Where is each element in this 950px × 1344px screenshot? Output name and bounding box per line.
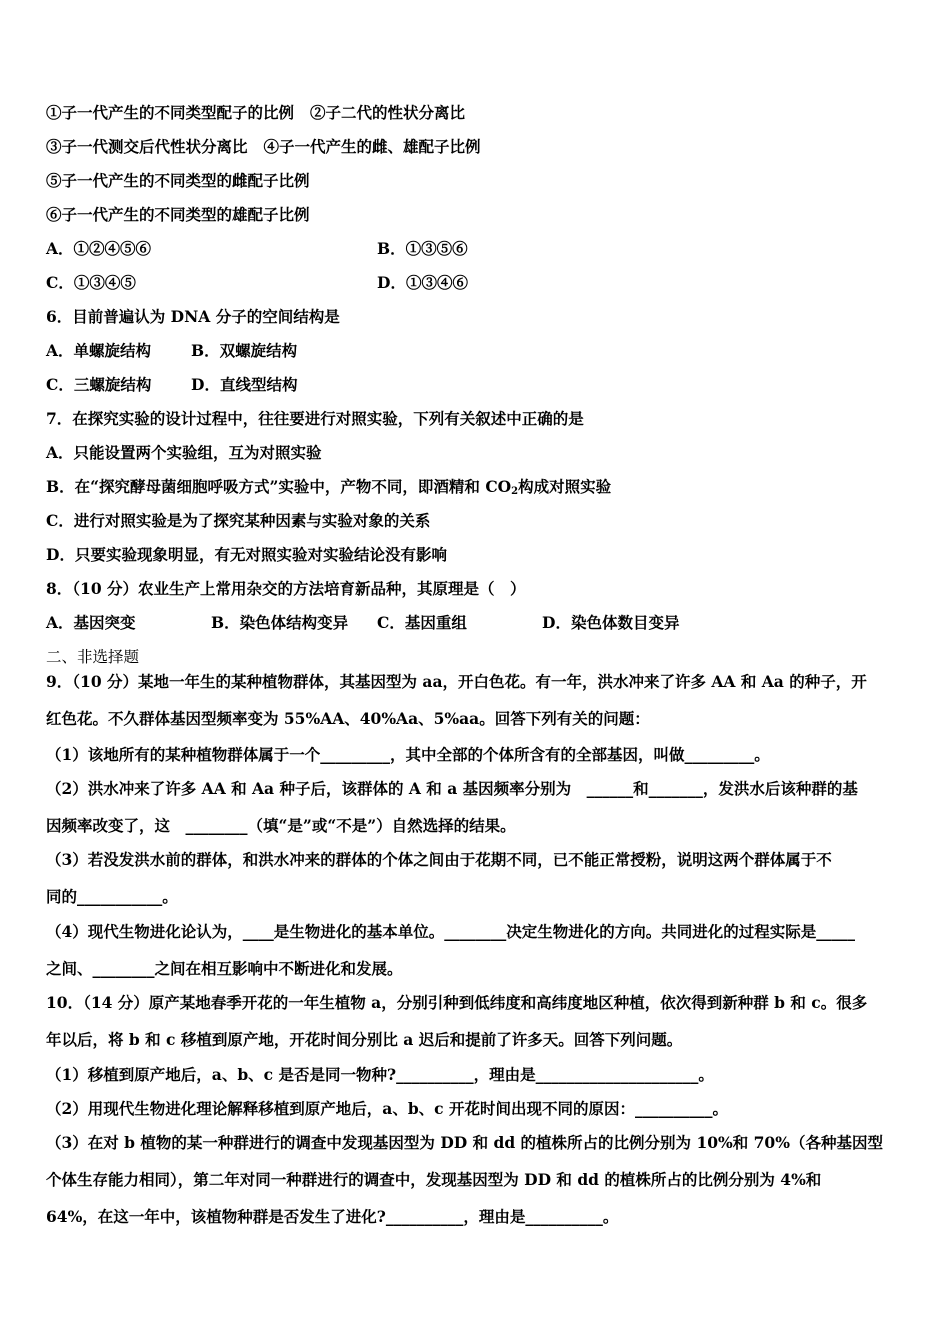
- q9-stem-line2: 红色花。不久群体基因型频率变为 55%AA、40%Aa、5%aa。回答下列有关的问题：: [46, 709, 650, 728]
- q10-part3-line1: （3）在对 b 植物的某一种群进行的调查中发现基因型为 DD 和 dd 的植株所占的比例分别为 10%和 70%（各种基因型: [46, 1133, 883, 1152]
- q9-part2-line2: 因频率改变了，这 ________（填“是”或“不是”）自然选择的结果。: [46, 816, 516, 835]
- q5-items-line1: [46, 103, 465, 123]
- q10-part3-line3: 64%，在这一年中，该植物种群是否发生了进化?__________，理由是__________。: [46, 1207, 619, 1226]
- q5-item-6: ⑥子一代产生的不同类型的雄配子比例: [46, 205, 310, 224]
- q10-stem-line1: 10．（14 分）原产某地春季开花的一年生植物 a，分别引种到低纬度和高纬度地区种植，依次得到新种群 b 和 c。很多: [46, 993, 868, 1012]
- q5-item-1: ①子一代产生的不同类型配子的比例: [46, 103, 295, 122]
- q6-option-d[interactable]: D．直线型结构: [191, 375, 298, 394]
- q8-option-a[interactable]: A．基因突变: [46, 613, 136, 632]
- q7-option-b-subscript: 2: [511, 486, 519, 497]
- q6-stem: 6．目前普遍认为 DNA 分子的空间结构是: [46, 307, 340, 326]
- q9-part3-line2: 同的___________。: [46, 887, 178, 906]
- q9-part4-line1: （4）现代生物进化论认为，____是生物进化的基本单位。________决定生物进化的方向。共同进化的过程实际是_____: [46, 922, 856, 941]
- q5-item-5: ⑤子一代产生的不同类型的雌配子比例: [46, 171, 310, 190]
- q7-option-c[interactable]: C．进行对照实验是为了探究某种因素与实验对象的关系: [46, 511, 431, 530]
- q9-part1: （1）该地所有的某种植物群体属于一个_________，其中全部的个体所含有的全部基因，叫做_________。: [46, 745, 770, 764]
- q7-option-b-text-end: 构成对照实验: [518, 477, 612, 496]
- q10-stem-line2: 年以后，将 b 和 c 移植到原产地，开花时间分别比 a 迟后和提前了许多天。回答下列问题。: [46, 1030, 683, 1049]
- q5-item-4: ④子一代产生的雌、雄配子比例: [263, 137, 481, 156]
- q9-part4-line2: 之间、________之间在相互影响中不断进化和发展。: [46, 959, 403, 978]
- section-title: 二、非选择题: [46, 648, 140, 666]
- q7-option-b[interactable]: [46, 477, 611, 497]
- q8-option-c[interactable]: C．基因重组: [377, 613, 467, 632]
- q10-part2: （2）用现代生物进化理论解释移植到原产地后，a、b、c 开花时间出现不同的原因：__________。: [46, 1099, 729, 1118]
- q8-option-d[interactable]: D．染色体数目变异: [542, 613, 680, 632]
- q9-part3-line1: （3）若没发洪水前的群体，和洪水冲来的群体的个体之间由于花期不同，已不能正常授粉，说明这两个群体属于不: [46, 850, 832, 869]
- q10-part1: （1）移植到原产地后，a、b、c 是否是同一物种?__________，理由是_____________________。: [46, 1065, 714, 1084]
- q5-option-d[interactable]: D．①③④⑥: [377, 273, 468, 292]
- q5-item-2: ②子二代的性状分离比: [310, 103, 466, 122]
- q5-option-a[interactable]: A．①②④⑤⑥: [46, 239, 152, 258]
- q10-part3-line2: 个体生存能力相同），第二年对同一种群进行的调查中，发现基因型为 DD 和 dd 的植株所占的比例分别为 4%和: [46, 1170, 822, 1189]
- q5-option-b[interactable]: B．①③⑤⑥: [377, 239, 468, 258]
- q9-part2-line1: （2）洪水冲来了许多 AA 和 Aa 种子后，该群体的 A 和 a 基因频率分别为 ______和_______，发洪水后该种群的基: [46, 779, 858, 798]
- q6-option-c[interactable]: C．三螺旋结构: [46, 375, 152, 394]
- q8-stem: 8．（10 分）农业生产上常用杂交的方法培育新品种，其原理是（ ）: [46, 579, 526, 598]
- q6-option-a[interactable]: A．单螺旋结构: [46, 341, 152, 360]
- q5-option-c[interactable]: C．①③④⑤: [46, 273, 136, 292]
- q7-option-d[interactable]: D．只要实验现象明显，有无对照实验对实验结论没有影响: [46, 545, 447, 564]
- q5-item-3: ③子一代测交后代性状分离比: [46, 137, 248, 156]
- q6-option-b[interactable]: B．双螺旋结构: [191, 341, 298, 360]
- q7-option-b-text: B．在“探究酵母菌细胞呼吸方式”实验中，产物不同，即酒精和 CO: [46, 477, 512, 496]
- q8-option-b[interactable]: B．染色体结构变异: [211, 613, 349, 632]
- q5-items-line2: [46, 137, 481, 157]
- q7-option-a[interactable]: A．只能设置两个实验组，互为对照实验: [46, 443, 322, 462]
- q7-stem: 7．在探究实验的设计过程中，往往要进行对照实验，下列有关叙述中正确的是: [46, 409, 584, 428]
- q9-stem-line1: 9．（10 分）某地一年生的某种植物群体，其基因型为 aa，开白色花。有一年，洪水冲来了许多 AA 和 Aa 的种子，开: [46, 672, 867, 691]
